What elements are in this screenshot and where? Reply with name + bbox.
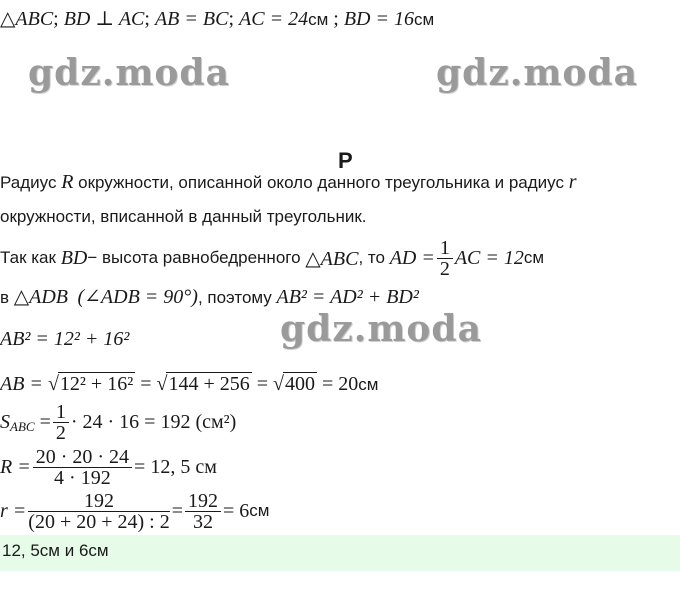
given-perp: BD ⊥ AC (63, 8, 145, 30)
given-line: △ABC; BD ⊥ AC; AB = BC; AC = 24см ; BD = 16см (0, 8, 435, 30)
watermark-logo: gdz.moda (28, 52, 230, 94)
fraction-half: $\frac{1}{2}$ (53, 402, 69, 443)
solution-step-1: Так как BD − высота равнобедренного △ABC , то AD = $\frac{1}{2}$ AC = 12 см (0, 236, 545, 280)
fraction-inradius: $\frac{192}{(20 + 20 + 24) : 2}$ (28, 489, 170, 533)
answer-box (0, 535, 680, 571)
watermark-logo: gdz.moda (280, 308, 482, 350)
fraction-circumradius: $\frac{20 \cdot 20 \cdot 24}{4 \cdot 192}$ (33, 447, 132, 488)
solution-step-2: в △ADB (∠ADB = 90°), поэтому AB² = AD² + BD² (0, 286, 419, 308)
solution-step-7: r = $\frac{192}{(20 + 20 + 24) : 2}$ = $\frac{192}{32}$ = 6 см (0, 489, 270, 533)
partial-heading: Р (338, 148, 353, 173)
given-ac: AC = 24 (239, 8, 309, 30)
solution-step-3: AB² = 12² + 16² (0, 328, 130, 350)
solution-step-6: R = $\frac{20 \cdot 20 \cdot 24}{4 \cdot 192}$ = 12, 5 см (0, 445, 217, 489)
solution-step-4: AB = √12² + 16² = √144 + 256 = √400 = 20см (0, 373, 379, 395)
task-line-1: Радиус R окружности, описанной около данного треугольника и радиус r (0, 171, 577, 193)
task-line-2: окружности, вписанной в данный треугольник. (0, 207, 367, 226)
given-bd: BD = 16 (343, 8, 414, 30)
fraction-inradius-simplified: $\frac{192}{32}$ (185, 491, 221, 532)
watermark-logo: gdz.moda (436, 52, 638, 94)
given-triangle: △ABC (0, 8, 54, 30)
given-eq: AB = BC (154, 8, 229, 30)
fraction-half: $\frac{1}{2}$ (437, 238, 453, 279)
answer-text: 12, 5см и 6см (2, 541, 109, 560)
solution-step-5: S $_{ABC}$ = $\frac{1}{2}$ · 24 · 16 = 192 (см²) (0, 400, 237, 444)
